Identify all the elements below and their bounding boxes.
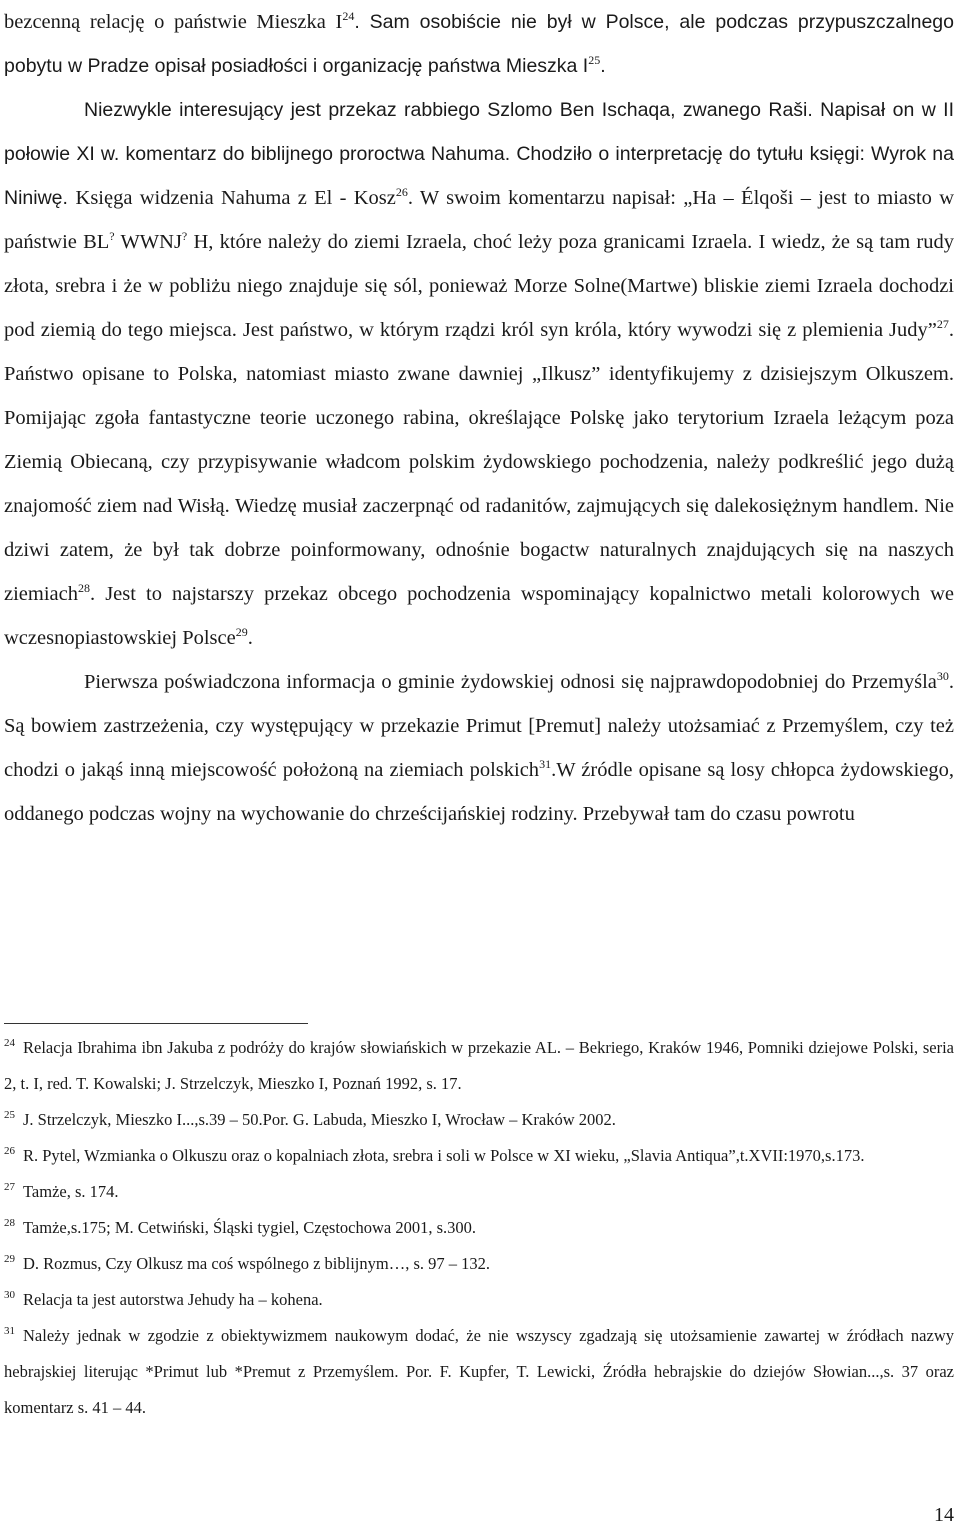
text-run: bezcenną relację o państwie Mieszka I — [4, 11, 343, 33]
footnote-item — [4, 1138, 954, 1174]
footnote-item — [4, 1282, 954, 1318]
text-run: . Jest to najstarszy przekaz obcego pochodzenia wspominający kopalnictwo metali kolorowych we wczesnopiastowskiej Polsce — [4, 583, 954, 649]
footnote-text: Relacja ta jest autorstwa Jehudy ha – kohena. — [23, 1290, 323, 1309]
footnote-number: 30 — [4, 1289, 15, 1301]
text-run: H, które należy do ziemi Izraela, choć leży poza granicami Izraela. — [187, 231, 759, 253]
body-text — [4, 0, 954, 836]
text-run: . Są bowiem zastrzeżenia, czy występujący w przekazie Primut [Premut] należy utożsamiać z Przemyślem, czy też chodzi o jakąś inną miejscowość położoną na ziemiach polskich — [4, 671, 954, 781]
text-run: WWNJ — [114, 231, 182, 253]
footnote-ref: 25 — [588, 53, 601, 67]
footnote-ref: 30 — [936, 669, 949, 683]
footnote-text: R. Pytel, Wzmianka o Olkuszu oraz o kopalniach złota, srebra i soli w Polsce w XI wieku, „Slavia Antiqua”,t.XVII:1970,s.173. — [23, 1146, 865, 1165]
footnote-text: Relacja Ibrahima ibn Jakuba z podróży do krajów słowiańskich w przekazie AL. – Bekriego, Kraków 1946, Pomniki dziejowe Polski, seria 2, t. I, red. T. Kowalski; J. Strzelczyk, Mieszko I, Poznań 1992, s. 17. — [4, 1038, 954, 1093]
text-run: I wiedz, że są tam rudy złota, srebra i że w pobliżu niego znajduje się sól, ponieważ Morze Solne(Martwe) bliskie ziemi Izraela dochodzi pod ziemią do tego miejsca. Jest państwo, w którym rządzi król syn króla, który wywodzi się z plemienia Judy” — [4, 231, 954, 341]
paragraph-2 — [4, 88, 954, 660]
footnote-text: Tamże, s. 174. — [23, 1182, 119, 1201]
footnote-number: 27 — [4, 1181, 15, 1193]
footnote-ref: 24 — [342, 9, 355, 23]
footnote-item — [4, 1210, 954, 1246]
footnote-item — [4, 1174, 954, 1210]
footnote-ref: 31 — [539, 757, 552, 771]
text-run: . Sam osobiście nie był w Polsce, ale podczas — [354, 11, 798, 33]
footnote-ref: 27 — [936, 317, 949, 331]
text-run: . — [247, 627, 253, 649]
footnote-number: 25 — [4, 1109, 15, 1121]
footnote-number: 24 — [4, 1037, 15, 1049]
footnote-ref: 29 — [235, 625, 248, 639]
footnote-item — [4, 1246, 954, 1282]
paragraph-3 — [4, 660, 954, 836]
footnote-ref: 26 — [395, 185, 408, 199]
text-run: .W źródle opisane są losy chłopca żydowskiego, oddanego podczas wojny na wychowanie do chrześcijańskiej rodziny. Przebywał tam do czasu powrotu — [4, 759, 954, 825]
text-run: . W swoim komentarzu napisał: „Ha – Élqoši – jest to miasto w państwie BL — [4, 187, 954, 253]
footnote-text: Należy jednak w zgodzie z obiektywizmem naukowym dodać, że nie wszyscy zgadzają się utożsamienie zawartej w źródłach nazwy hebrajskiej literując *Primut lub *Premut z Przemyślem. Por. F. Kupfer, T. Lewicki, Źródła hebrajskie do dziejów Słowian...,s. 37 oraz komentarz s. 41 – 44. — [4, 1326, 954, 1417]
footnote-ref: ? — [109, 229, 115, 243]
footnote-ref: 28 — [77, 581, 90, 595]
footnote-number: 31 — [4, 1325, 15, 1337]
footnote-text: Tamże,s.175; M. Cetwiński, Śląski tygiel, Częstochowa 2001, s.300. — [23, 1218, 477, 1237]
footnote-item — [4, 1102, 954, 1138]
footnotes — [4, 1030, 954, 1426]
paragraph-1 — [4, 0, 954, 88]
text-run: . — [600, 55, 606, 77]
footnote-number: 26 — [4, 1145, 15, 1157]
footnote-text: D. Rozmus, Czy Olkusz ma coś wspólnego z biblijnym…, s. 97 – 132. — [23, 1254, 491, 1273]
footnote-item — [4, 1030, 954, 1102]
footnote-number: 28 — [4, 1217, 15, 1229]
text-run: Księga widzenia Nahuma z El - Kosz — [75, 187, 396, 209]
text-run: Pierwsza poświadczona informacja o gminie żydowskiej odnosi się najprawdopodobniej do Przemyśla — [84, 671, 937, 693]
text-run: Niezwykle interesujący jest przekaz rabbiego Szlomo Ben Ischaqa, zwanego Raši. Napisał on w II połowie XI w. komentarz do biblijnego proroctwa Nahuma. Chodziło o interpretację do tytułu księgi: Wyrok na Niniwę. — [4, 99, 954, 209]
footnote-item — [4, 1318, 954, 1426]
footnote-text: J. Strzelczyk, Mieszko I...,s.39 – 50.Por. G. Labuda, Mieszko I, Wrocław – Kraków 2002. — [23, 1110, 616, 1129]
page-number: 14 — [934, 1504, 954, 1526]
text-run: przypuszczalnego pobytu w Pradze opisał posiadłości i organizację państwa Mieszka I — [4, 11, 954, 77]
footnote-number: 29 — [4, 1253, 15, 1265]
footnote-separator — [4, 1023, 308, 1024]
footnote-ref: ? — [181, 229, 188, 243]
text-run: . Państwo opisane to Polska, natomiast miasto zwane dawniej „Ilkusz” identyfikujemy z dzisiejszym Olkuszem. Pomijając zgoła fantastyczne teorie uczonego rabina, określające Polskę jako terytorium Izraela leżącym poza Ziemią Obiecaną, czy przypisywanie władcom polskim żydowskiego pochodzenia, należy podkreślić jego dużą znajomość ziem nad Wisłą. Wiedzę musiał zaczerpnąć od radanitów, zajmujących się dalekosiężnym handlem. Nie dziwi zatem, że był tak dobrze poinformowany, odnośnie bogactw naturalnych znajdujących się na naszych ziemiach — [4, 319, 954, 605]
